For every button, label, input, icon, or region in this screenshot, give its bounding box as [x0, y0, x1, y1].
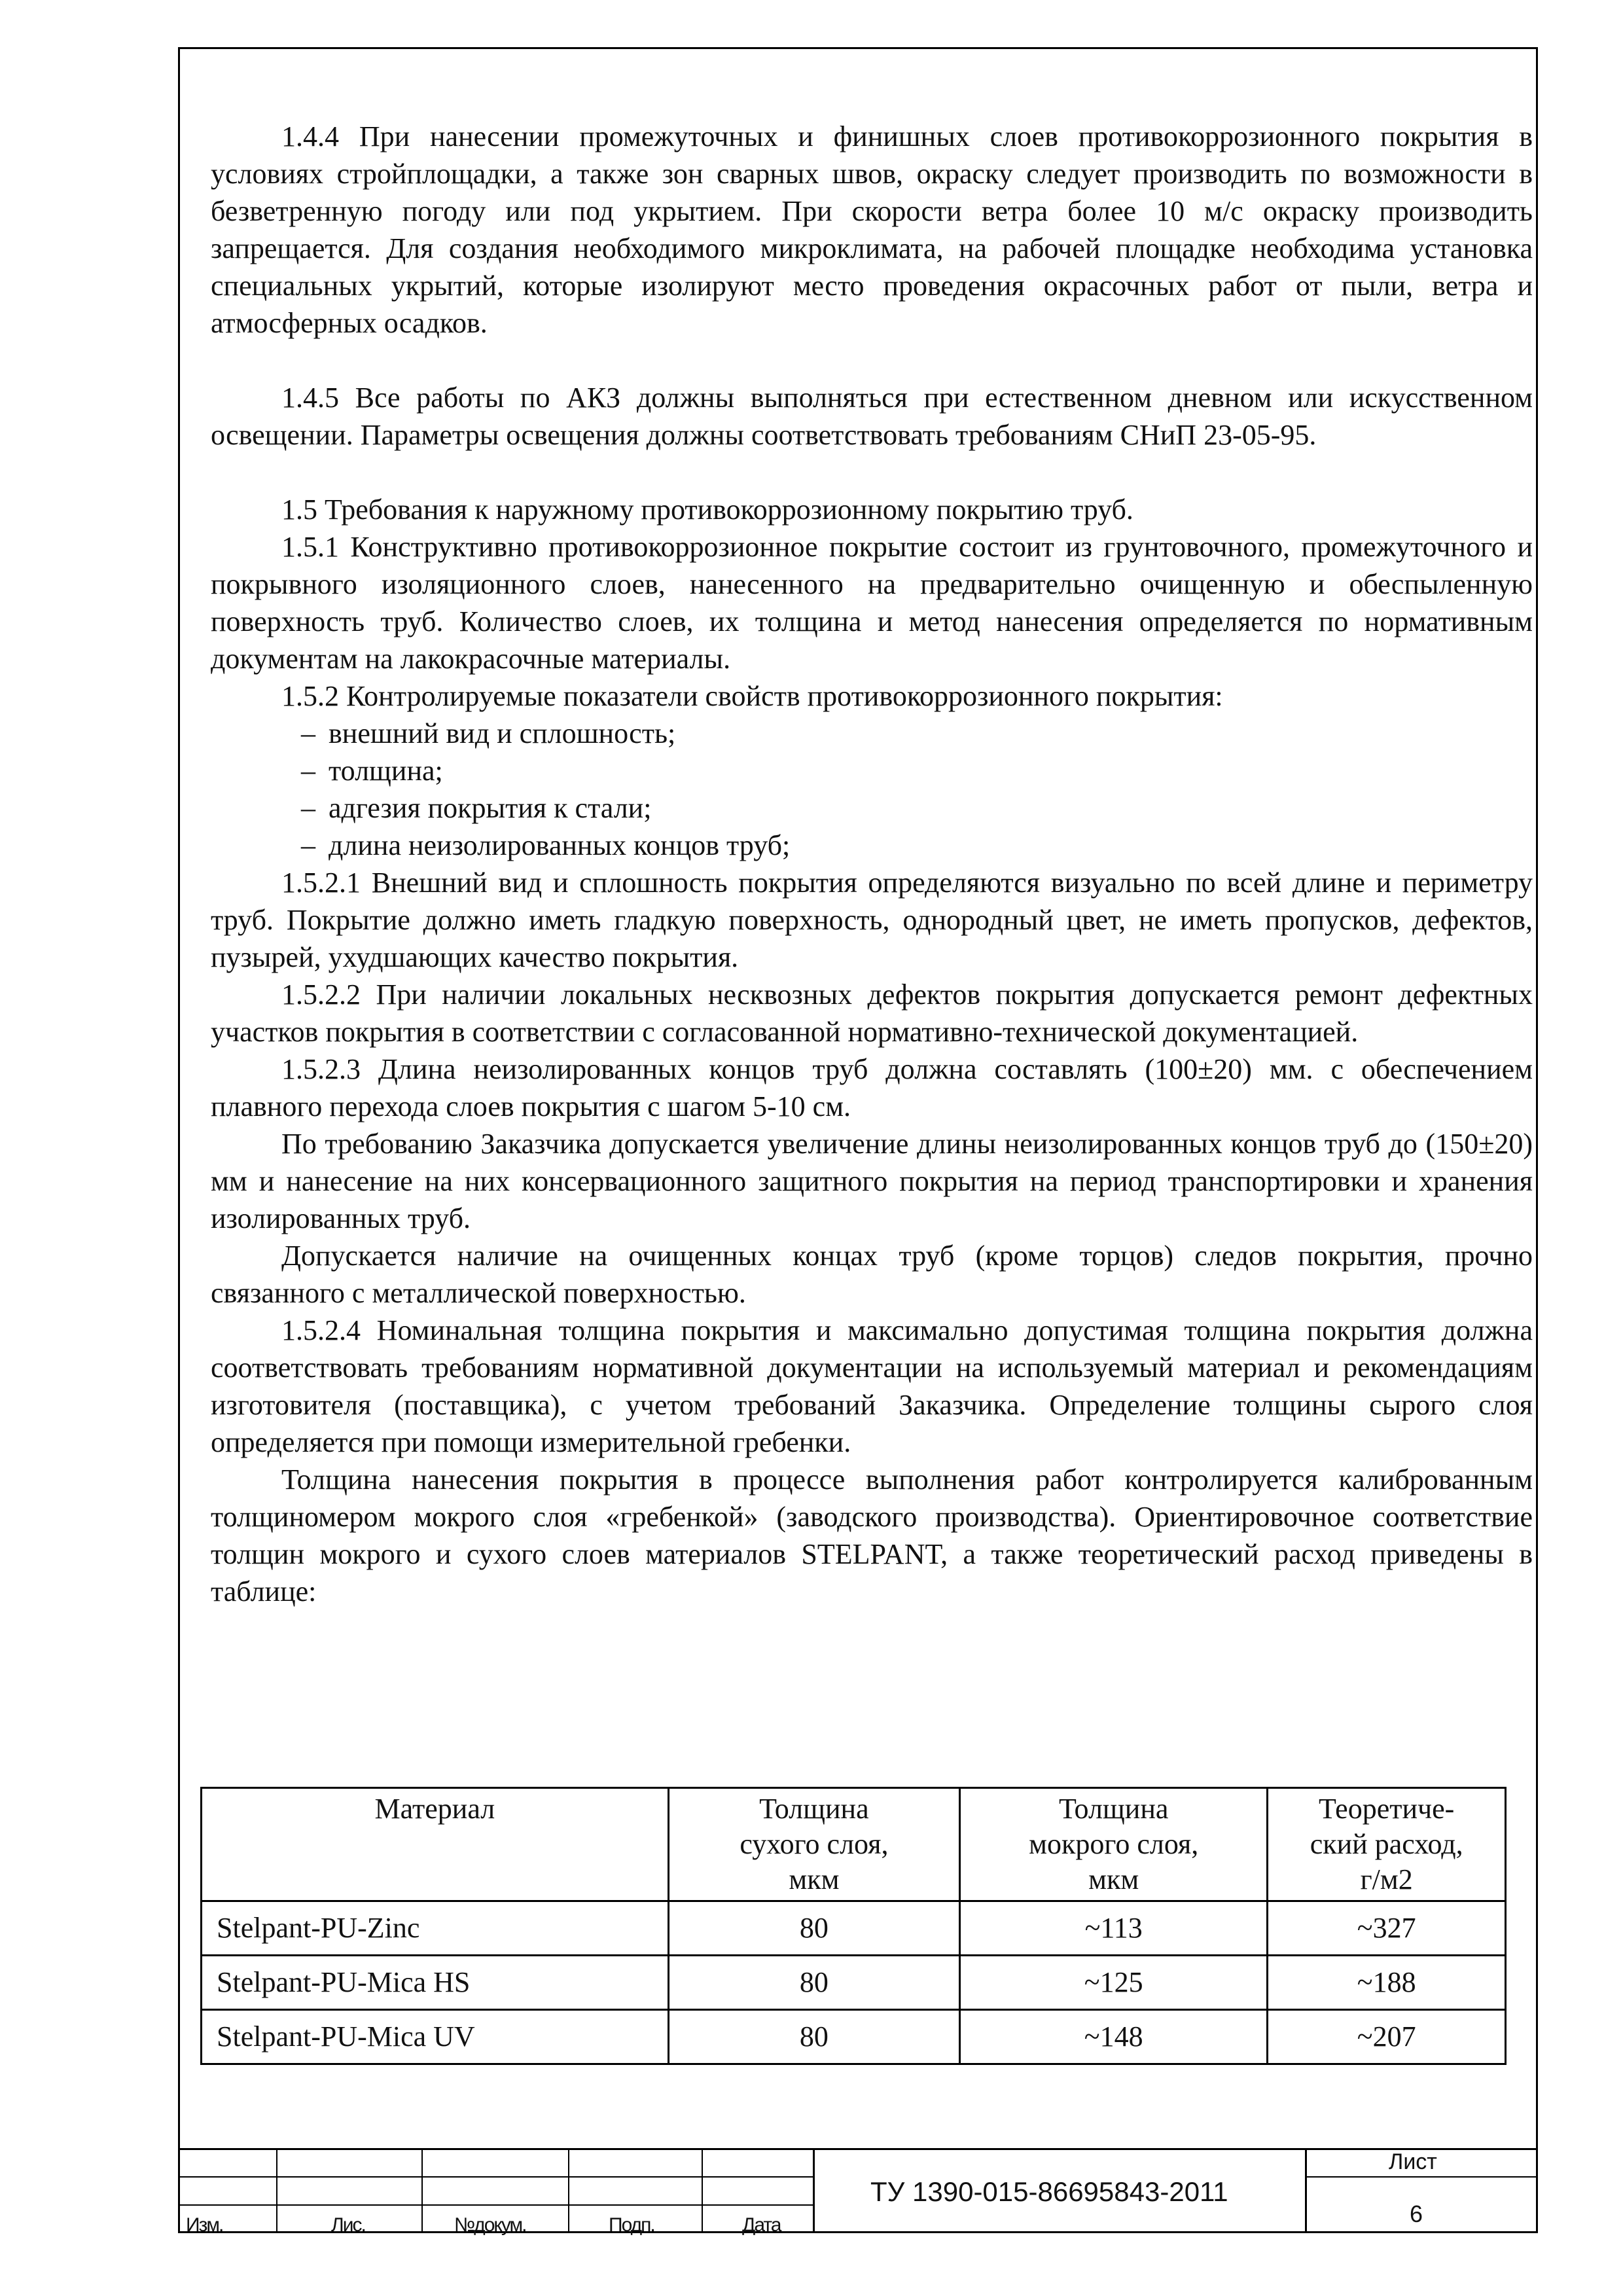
paragraph-1-5-1: 1.5.1 Конструктивно противокоррозионное покрытие состоит из грунтовочного, промежуточного и покрывного изоляционного слоев, нанесенного на предварительно очищенную и обеспыленную поверхность труб. Количество слоев, их толщина и метод нанесения определяется по нормативным документам на лакокрасочные материалы.	[211, 531, 1533, 675]
title-block-divider	[421, 2148, 423, 2233]
date-label: Дата	[742, 2214, 781, 2236]
dry-thickness-cell: 80	[668, 1901, 959, 1956]
dash-marker: –	[301, 792, 315, 824]
title-block-divider	[276, 2148, 277, 2233]
paragraph-1-5-2-3: 1.5.2.3 Длина неизолированных концов труб должна составлять (100±20) мм. с обеспечением плавного перехода слоев покрытия с шагом 5-10 см.	[211, 1053, 1533, 1122]
header-line: Толщина	[1058, 1793, 1169, 1825]
dash-marker: –	[301, 829, 315, 861]
header-dry-thickness	[668, 1788, 959, 1901]
signature-label: Подп.	[609, 2214, 654, 2236]
paragraph-1-4-5: 1.4.5 Все работы по АКЗ должны выполняться при естественном дневном или искусственном освещении. Параметры освещения должны соответствовать требованиям СНиП 23-05-95.	[211, 382, 1533, 451]
consumption-cell: ~188	[1268, 1956, 1506, 2010]
wet-thickness-cell: ~148	[960, 2010, 1268, 2064]
header-line: мокрого слоя,	[1029, 1828, 1199, 1860]
sheet-column-label: Лис.	[331, 2214, 365, 2236]
sheet-label: Лист	[1389, 2149, 1437, 2174]
header-line: сухого слоя,	[740, 1828, 889, 1860]
header-line: Материал	[374, 1793, 495, 1825]
table-header-row	[202, 1788, 1506, 1901]
header-theoretical-consumption	[1268, 1788, 1506, 1901]
title-block-top-border	[178, 2148, 1538, 2150]
header-line: мкм	[1088, 1863, 1139, 1895]
revision-label: Изм.	[186, 2214, 223, 2236]
document-body	[211, 118, 1533, 1610]
list-item-text: адгезия покрытия к стали;	[329, 792, 652, 824]
dry-thickness-cell: 80	[668, 2010, 959, 2064]
paragraph-1-5-2-2: 1.5.2.2 При наличии локальных несквозных дефектов покрытия допускается ремонт дефектных участков покрытия в соответствии с согласованной нормативно-технической документацией.	[211, 978, 1533, 1048]
paragraph-1-5-2-4: 1.5.2.4 Номинальная толщина покрытия и максимально допустимая толщина покрытия должна соответствовать требованиям нормативной документации на используемый материал и рекомендациям изготовителя (поставщика), с учетом требований Заказчика. Определение толщины сырого слоя определяется при помощи измерительной гребенки.	[211, 1314, 1533, 1458]
paragraph-1-4-4: 1.4.4 При нанесении промежуточных и финишных слоев противокоррозионного покрытия в условиях стройплощадки, а также зон сварных швов, окраску следует производить по возможности в безветренную погоду или под укрытием. При скорости ветра более 10 м/с окраску производить запрещается. Для создания необходимого микроклимата, на рабочей площадке необходима установка специальных укрытий, которые изолируют место проведения окрасочных работ от пыли, ветра и атмосферных осадков.	[211, 120, 1533, 339]
sheet-label-underline	[1305, 2176, 1538, 2178]
sheet-number: 6	[1410, 2200, 1423, 2227]
paragraph-coating-traces: Допускается наличие на очищенных концах труб (кроме торцов) следов покрытия, прочно связанного с металлической поверхностью.	[211, 1240, 1533, 1309]
table-row	[202, 1956, 1506, 2010]
header-material	[202, 1788, 669, 1901]
list-item	[211, 752, 1533, 789]
header-line: ский расход,	[1310, 1828, 1463, 1860]
list-item-text: длина неизолированных концов труб;	[329, 829, 791, 861]
title-block-divider	[1305, 2148, 1307, 2233]
title-block-row-line	[178, 2176, 813, 2178]
section-1-5-heading: 1.5 Требования к наружному противокоррозионному покрытию труб.	[281, 493, 1133, 526]
wet-thickness-cell: ~113	[960, 1901, 1268, 1956]
wet-thickness-cell: ~125	[960, 1956, 1268, 2010]
dash-marker: –	[301, 717, 315, 749]
title-block-divider	[702, 2148, 703, 2233]
list-item	[211, 827, 1533, 864]
header-wet-thickness	[960, 1788, 1268, 1901]
paragraph-1-5-2-1: 1.5.2.1 Внешний вид и сплошность покрытия определяются визуально по всей длине и периметру труб. Покрытие должно иметь гладкую поверхность, однородный цвет, не иметь пропусков, дефектов, пузырей, ухудшающих качество покрытия.	[211, 867, 1533, 973]
header-line: Толщина	[759, 1793, 869, 1825]
list-item	[211, 715, 1533, 752]
table-row	[202, 1901, 1506, 1956]
materials-table	[200, 1787, 1507, 2065]
paragraph-1-5-2: 1.5.2 Контролируемые показатели свойств противокоррозионного покрытия:	[281, 680, 1223, 712]
dry-thickness-cell: 80	[668, 1956, 959, 2010]
dash-marker: –	[301, 755, 315, 787]
title-block	[178, 2148, 1538, 2236]
material-cell: Stelpant-PU-Zinc	[202, 1901, 669, 1956]
title-block-divider	[813, 2148, 815, 2233]
document-code: ТУ 1390-015-86695843-2011	[870, 2176, 1228, 2207]
list-item-text: внешний вид и сплошность;	[329, 717, 676, 749]
title-block-row-line	[178, 2204, 813, 2206]
paragraph-customer-requirement: По требованию Заказчика допускается увеличение длины неизолированных концов труб до (150±20) мм и нанесение на них консервационного защитного покрытия на период транспортировки и хранения изолированных труб.	[211, 1128, 1533, 1234]
consumption-cell: ~327	[1268, 1901, 1506, 1956]
list-item-text: толщина;	[329, 755, 443, 787]
document-number-label: №докум.	[454, 2214, 526, 2236]
header-line: г/м2	[1360, 1863, 1413, 1895]
header-line: Теоретиче-	[1318, 1793, 1455, 1825]
paragraph-thickness-control: Толщина нанесения покрытия в процессе выполнения работ контролируется калиброванным толщиномером мокрого слоя «гребенкой» (заводского производства). Ориентировочное соответствие толщин мокрого и сухого слоев материалов STELPANT, а также теоретический расход приведены в таблице:	[211, 1463, 1533, 1607]
title-block-divider	[568, 2148, 569, 2233]
material-cell: Stelpant-PU-Mica HS	[202, 1956, 669, 2010]
header-line: мкм	[789, 1863, 840, 1895]
list-item	[211, 789, 1533, 827]
material-cell: Stelpant-PU-Mica UV	[202, 2010, 669, 2064]
consumption-cell: ~207	[1268, 2010, 1506, 2064]
table-row	[202, 2010, 1506, 2064]
